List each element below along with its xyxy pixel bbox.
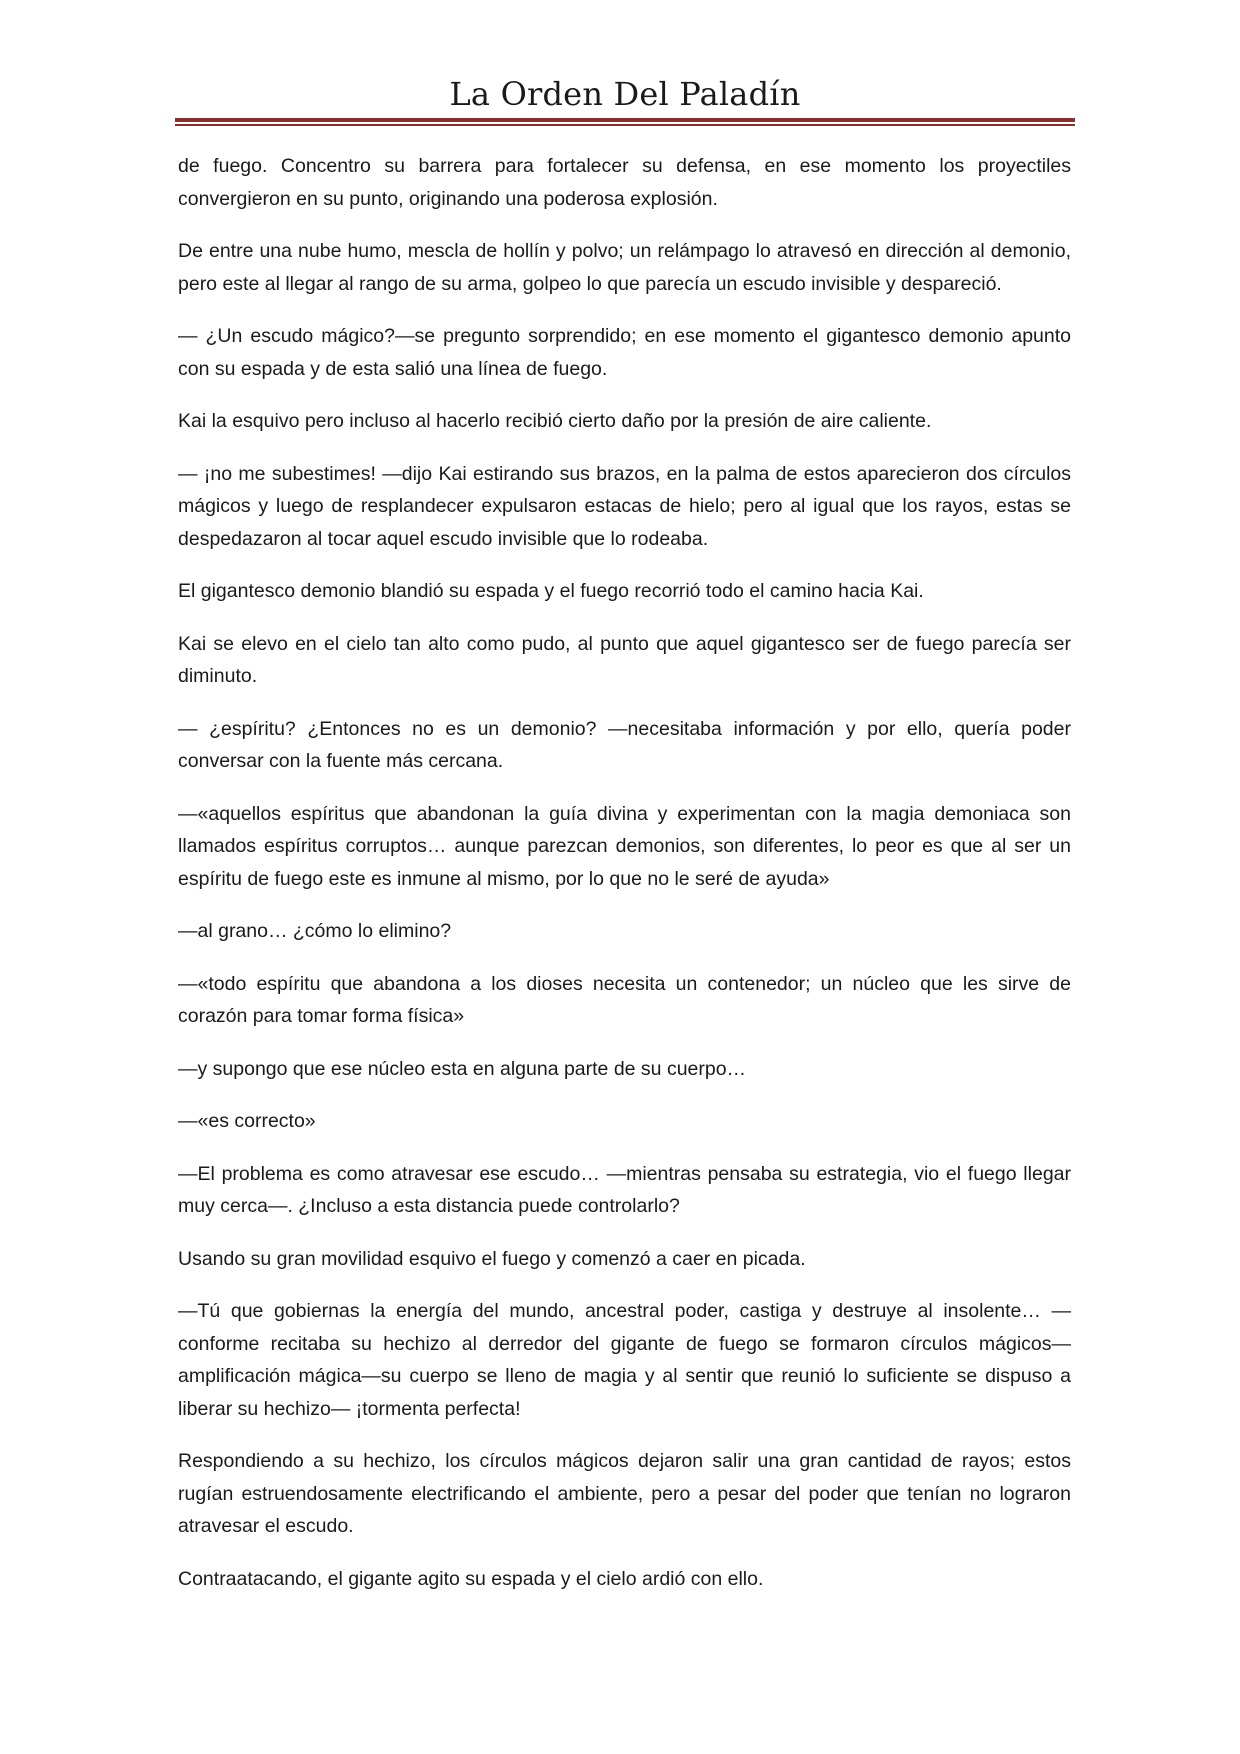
- paragraph: —El problema es como atravesar ese escudo… —mientras pensaba su estrategia, vio el fuego llegar muy cerca—. ¿Incluso a esta distancia puede controlarlo?: [178, 1162, 1071, 1217]
- header-divider-thin: [175, 124, 1075, 126]
- paragraph: — ¿Un escudo mágico?—se pregunto sorprendido; en ese momento el gigantesco demonio apunto con su espada y de esta salió una línea de fuego.: [178, 325, 1071, 380]
- header-title: La Orden Del Paladín: [449, 75, 801, 113]
- header-divider-thick: [175, 118, 1075, 122]
- paragraph: —«todo espíritu que abandona a los dioses necesita un contenedor; un núcleo que les sirve de corazón para tomar forma física»: [178, 972, 1071, 1027]
- paragraph: El gigantesco demonio blandió su espada y el fuego recorrió todo el camino hacia Kai.: [178, 580, 924, 602]
- paragraph: De entre una nube humo, mescla de hollín y polvo; un relámpago lo atravesó en dirección al demonio, pero este al llegar al rango de su arma, golpeo lo que parecía un escudo invisible y despareció.: [178, 240, 1071, 295]
- paragraph: —«aquellos espíritus que abandonan la guía divina y experimentan con la magia demoniaca son llamados espíritus corruptos… aunque parezcan demonios, son diferentes, lo peor es que al ser un espíritu de fuego este es inmune al mismo, por lo que no le seré de ayuda»: [178, 802, 1071, 890]
- paragraph: — ¿espíritu? ¿Entonces no es un demonio? —necesitaba información y por ello, quería poder conversar con la fuente más cercana.: [178, 717, 1071, 772]
- paragraph: —al grano… ¿cómo lo elimino?: [178, 920, 452, 942]
- page-header: [175, 72, 1075, 116]
- paragraph: de fuego. Concentro su barrera para fortalecer su defensa, en ese momento los proyectiles convergieron en su punto, originando una poderosa explosión.: [178, 155, 1071, 210]
- paragraph: — ¡no me subestimes! —dijo Kai estirando sus brazos, en la palma de estos aparecieron dos círculos mágicos y luego de resplandecer expulsaron estacas de hielo; pero al igual que los rayos, estas se despedazaron al tocar aquel escudo invisible que lo rodeaba.: [178, 462, 1071, 550]
- paragraph: Kai se elevo en el cielo tan alto como pudo, al punto que aquel gigantesco ser de fuego parecía ser diminuto.: [178, 632, 1071, 687]
- paragraph: Respondiendo a su hechizo, los círculos mágicos dejaron salir una gran cantidad de rayos; estos rugían estruendosamente electrificando el ambiente, pero a pesar del poder que tenían no lograron atravesar el escudo.: [178, 1450, 1071, 1537]
- paragraph: Contraatacando, el gigante agito su espada y el cielo ardió con ello.: [178, 1567, 764, 1590]
- header-divider: [175, 118, 1075, 128]
- paragraph: Usando su gran movilidad esquivo el fuego y comenzó a caer en picada.: [178, 1247, 806, 1270]
- body-text: [178, 150, 1071, 1615]
- paragraph: —Tú que gobiernas la energía del mundo, ancestral poder, castiga y destruye al insolente… —conforme recitaba su hechizo al derredor del gigante de fuego se formaron círculos mágicos—amplificación mágica—su cuerpo se lleno de magia y al sentir que reunió lo suficiente se dispuso a liberar su hechizo— ¡tormenta perfecta!: [178, 1300, 1071, 1420]
- paragraph: —«es correcto»: [178, 1110, 316, 1132]
- paragraph: —y supongo que ese núcleo esta en alguna parte de su cuerpo…: [178, 1057, 747, 1080]
- paragraph: Kai la esquivo pero incluso al hacerlo recibió cierto daño por la presión de aire caliente.: [178, 410, 932, 432]
